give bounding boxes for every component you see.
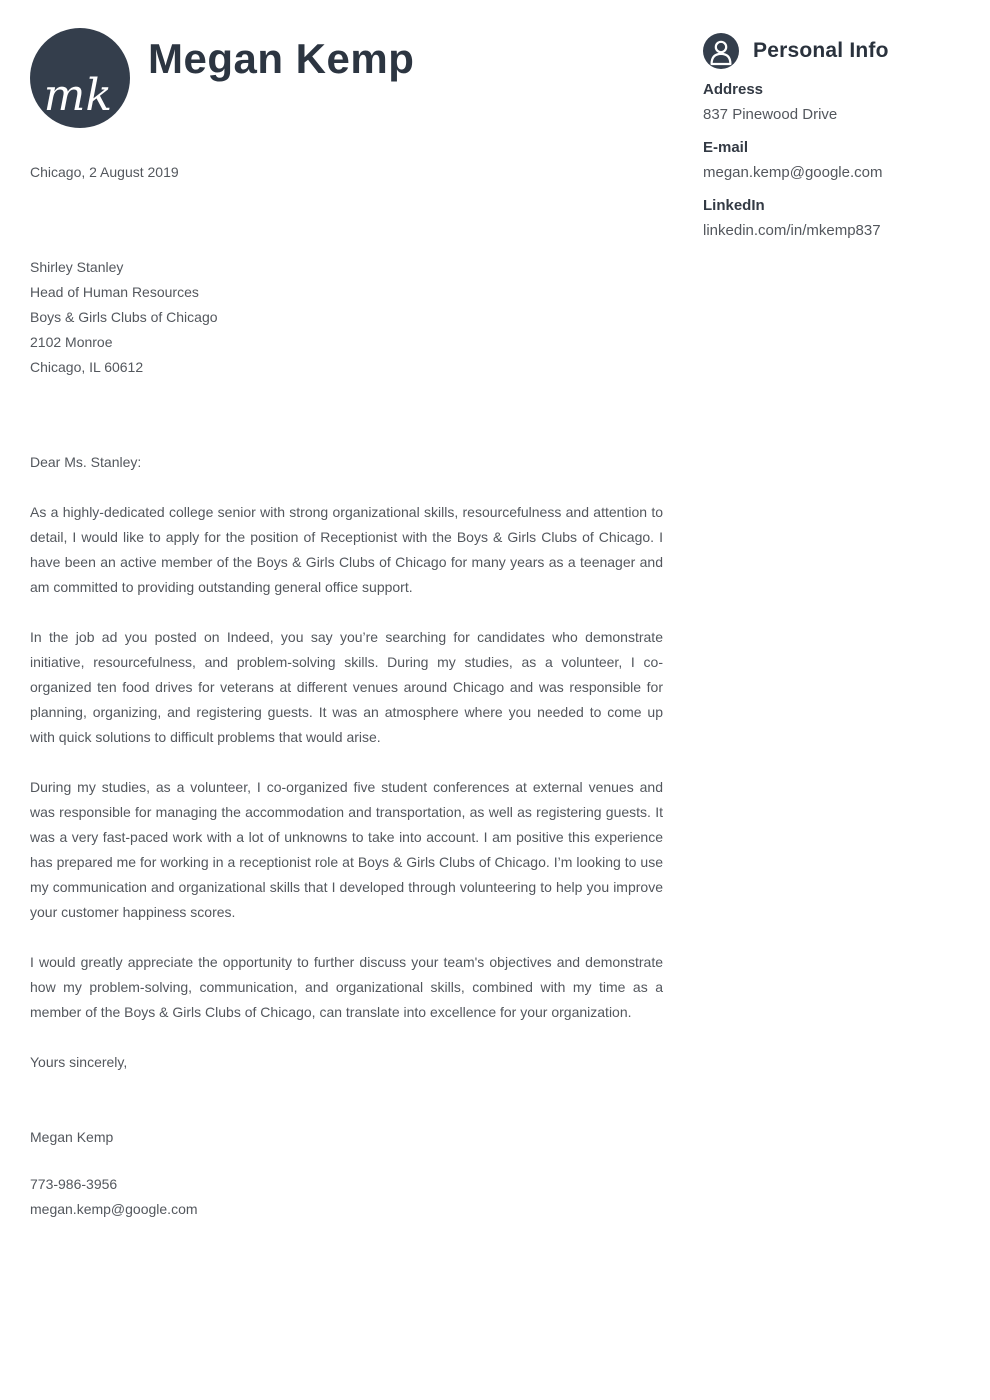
recipient-street: 2102 Monroe — [30, 334, 113, 350]
personal-info-title: Personal Info — [753, 39, 889, 62]
contact-block — [30, 1172, 663, 1222]
field-linkedin-value: linkedin.com/in/mkemp837 — [703, 222, 881, 239]
letter-header — [30, 28, 663, 128]
field-address-label: Address — [703, 81, 764, 98]
letter-body — [30, 160, 663, 1222]
contact-email: megan.kemp@google.com — [30, 1201, 198, 1217]
letter-column — [30, 28, 663, 1222]
field-email-value: megan.kemp@google.com — [703, 164, 883, 181]
field-linkedin — [703, 193, 963, 243]
avatar-initials: mk — [43, 70, 112, 121]
contact-phone: 773-986-3956 — [30, 1176, 118, 1192]
paragraph-3: During my studies, as a volunteer, I co-organized five student conferences at external venues and was responsible for managing the accommodation and transportation, as well as registering guests. It was a very fast-paced work with a lot of unknowns to take into account. I am positive this experience has prepared me for working in a receptionist role at Boys & Girls Clubs of Chicago. I’m looking to use my communication and organizational skills that I developed through volunteering to help you improve your customer happiness scores. — [30, 779, 663, 920]
personal-info-header — [703, 33, 963, 69]
closing-line: Yours sincerely, — [30, 1054, 128, 1070]
paragraph-4: I would greatly appreciate the opportunity to further discuss your team's objectives and demonstrate how my problem-solving, communication, and organizational skills, combined with my time as a member of the Boys & Girls Clubs of Chicago, can translate into excellence for your organization. — [30, 954, 663, 1020]
avatar — [30, 28, 130, 128]
personal-info-section — [703, 33, 963, 251]
signature-name: Megan Kemp — [30, 1129, 114, 1145]
recipient-title: Head of Human Resources — [30, 284, 199, 300]
recipient-block — [30, 255, 663, 380]
page-title: Megan Kemp — [148, 35, 415, 82]
field-address — [703, 77, 963, 127]
salutation: Dear Ms. Stanley: — [30, 454, 142, 470]
personal-info-fields — [703, 77, 963, 243]
recipient-city: Chicago, IL 60612 — [30, 359, 144, 375]
field-address-value: 837 Pinewood Drive — [703, 106, 838, 123]
paragraph-1: As a highly-dedicated college senior with strong organizational skills, resourcefulness and attention to detail, I would like to apply for the position of Receptionist with the Boys & Girls Clubs of Chicago. I have been an active member of the Boys & Girls Clubs of Chicago for many years as a teenager and am committed to providing outstanding general office support. — [30, 504, 663, 595]
recipient-company: Boys & Girls Clubs of Chicago — [30, 309, 218, 325]
person-icon — [703, 33, 739, 69]
field-email — [703, 135, 963, 185]
field-email-label: E-mail — [703, 139, 749, 156]
field-linkedin-label: LinkedIn — [703, 197, 765, 214]
paragraph-2: In the job ad you posted on Indeed, you say you’re searching for candidates who demonstrate initiative, resourcefulness, and problem-solving skills. During my studies, as a volunteer, I co-organized ten food drives for veterans at different venues around Chicago and was responsible for planning, organizing, and registering guests. It was an atmosphere where you needed to come up with quick solutions to difficult problems that would arise. — [30, 629, 663, 745]
recipient-name: Shirley Stanley — [30, 259, 124, 275]
date-line: Chicago, 2 August 2019 — [30, 164, 179, 180]
